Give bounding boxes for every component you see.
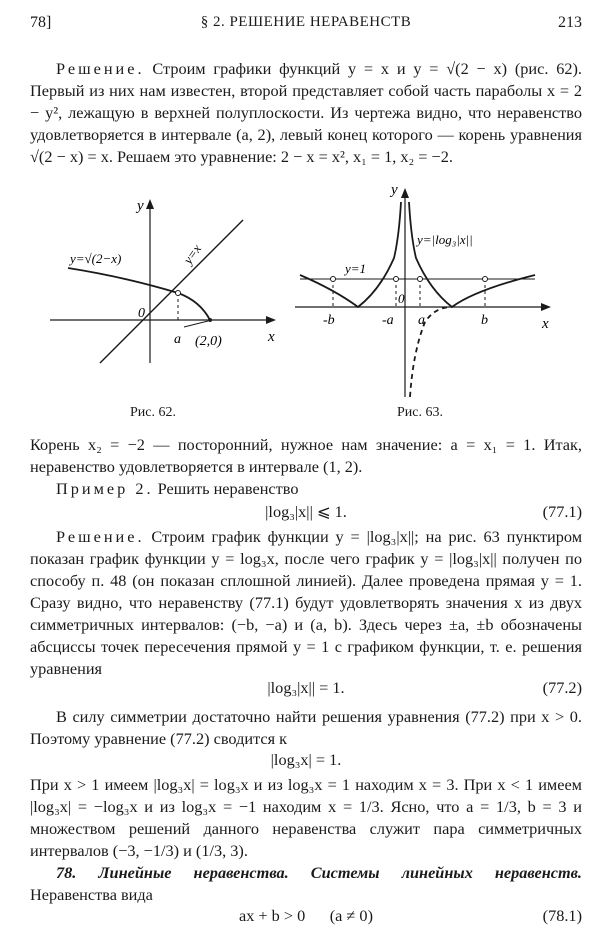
example-body: Решить неравенство — [153, 479, 299, 498]
fig63-x-label: x — [542, 316, 549, 332]
formula: |log₃x| = 1. — [270, 750, 342, 769]
equation-number: (77.1) — [542, 502, 582, 521]
paragraph-solution-1 — [30, 58, 582, 168]
paragraph-cases: При x > 1 имеем |log₃x| = log₃x и из log₃x = 1 находим x = 3. При x < 1 имеем |log₃x| = −log₃x и из log₃x = −1 находим x = 1/3. Ясно, что a = 1/3, b = 3 и множеством решений данного неравенства служит пара симметричных интервалов (−3, −1/3) и (1/3, 3). — [30, 775, 582, 860]
curve-abs-log-right — [409, 202, 535, 307]
point-minus-b — [331, 277, 336, 282]
curve-abs-log-left — [300, 202, 401, 307]
section-78-title: 78. Линейные неравенства. Системы линейных неравенств. — [56, 863, 582, 882]
equation-78-1 — [30, 906, 582, 930]
y-axis-arrow — [146, 199, 154, 209]
formula: |log₃|x|| = 1. — [267, 678, 345, 697]
point-2-0 — [208, 318, 212, 322]
section-78 — [30, 862, 582, 906]
fig63-line-label: y=1 — [345, 261, 367, 276]
figure-62 — [50, 195, 285, 365]
solution-lead: Решение. — [56, 527, 145, 546]
intersection-point — [176, 291, 181, 296]
section-number: 78] — [30, 14, 52, 31]
paragraph-root-check: Корень x₂ = −2 — посторонний, нужное нам значение: a = x₁ = 1. Итак, неравенство удовлетворяется в интервале (1, 2). — [30, 435, 582, 476]
paragraph-symmetry: В силу симметрии достаточно найти решения уравнения (77.2) при x > 0. Поэтому уравнение (77.2) сводится к — [30, 707, 582, 748]
fig62-point-label: (2,0) — [195, 334, 222, 349]
fig63-b: b — [481, 313, 488, 328]
solution-lead: Решение. — [56, 59, 145, 78]
fig62-line-label: y=x — [180, 241, 205, 267]
paragraph-body: Строим графики функций y = x и y = √(2 − x) (рис. 62). Первый из них нам известен, второй представляет собой часть параболы x = 2 − y², лежащую в верхней полуплоскости. Из чертежа видно, что неравенство удовлетворяется в интервале (a, 2), левый конец которого — корень уравнения √(2 − x) = x. Решаем это уравнение: 2 − x = x², x₁ = 1, x₂ = −2. — [30, 59, 582, 166]
running-header — [30, 14, 582, 38]
formula: |log₃|x|| ⩽ 1. — [265, 502, 347, 521]
figure-63 — [295, 172, 560, 402]
caption-62: Рис. 62. — [130, 405, 176, 420]
section-78-body: Неравенства вида — [30, 885, 153, 904]
equation-77-2 — [30, 678, 582, 702]
fig62-origin: 0 — [138, 306, 145, 321]
y-axis-arrow — [401, 188, 409, 198]
equation-reduced — [30, 750, 582, 774]
fig63-minus-b: -b — [323, 313, 335, 328]
paragraph-body: Строим график функции y = |log₃|x||; на рис. 63 пунктиром показан график функции y = log₃x, после чего график y = |log₃|x|| получен по способу п. 48 (он показан сплошной линией). Далее проведена прямая y = 1. Сразу видно, что неравенству (77.1) будут удовлетворять значения x из двух симметричных интервалов: (−b, −a) и (a, b). Здесь через ±a, ±b обозначены абсциссы точек пересечения прямой y = 1 с графиком функции, т. е. решения уравнения — [30, 527, 582, 678]
curve-log-dashed — [410, 307, 452, 397]
paragraph-solution-2 — [30, 526, 582, 680]
point-minus-a — [394, 277, 399, 282]
equation-number: (78.1) — [542, 906, 582, 925]
fig63-minus-a: -a — [382, 313, 394, 328]
page-number: 213 — [558, 14, 582, 31]
formula: ax + b > 0 (a ≠ 0) — [238, 906, 373, 925]
equation-number: (77.2) — [542, 678, 582, 697]
fig63-y-label: y — [391, 182, 398, 198]
example-lead: Пример 2. — [56, 479, 154, 498]
fig63-origin: 0 — [398, 291, 405, 306]
running-title: § 2. РЕШЕНИЕ НЕРАВЕНСТВ — [200, 14, 412, 30]
arrow-to-2-0 — [184, 321, 208, 327]
point-b — [483, 277, 488, 282]
fig62-x-label: x — [268, 329, 275, 345]
caption-63: Рис. 63. — [397, 405, 443, 420]
fig62-y-label: y — [137, 198, 144, 214]
example-2-heading — [30, 478, 582, 500]
x-axis-arrow — [266, 316, 276, 324]
fig62-curve-label: y=√(2−x) — [70, 251, 122, 266]
x-axis-arrow — [541, 303, 551, 311]
fig63-a: a — [418, 313, 425, 328]
point-a — [418, 277, 423, 282]
equation-77-1 — [30, 502, 582, 526]
fig62-a-label: a — [174, 332, 181, 347]
fig63-curve-label: y=|log₃|x|| — [417, 232, 473, 247]
